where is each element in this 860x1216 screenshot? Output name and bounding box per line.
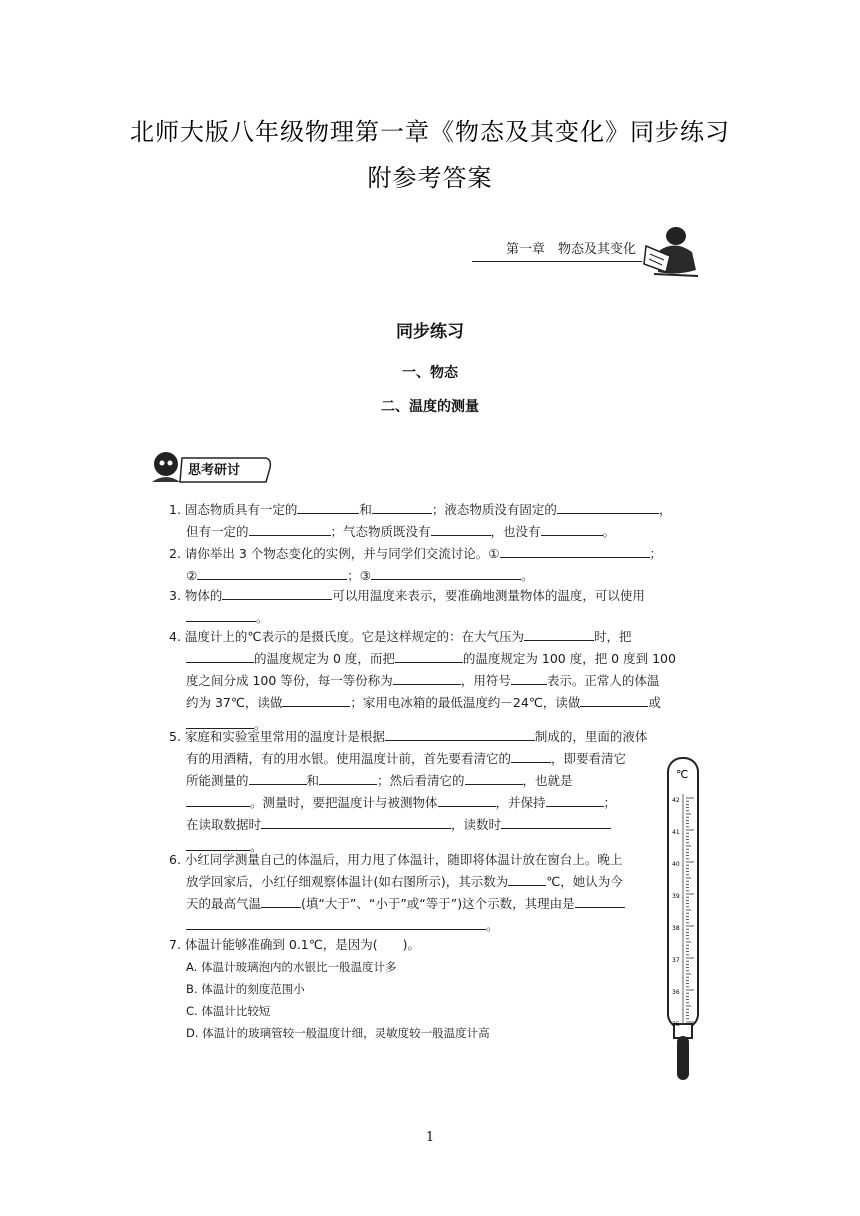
q2-text: ；③ <box>347 568 371 583</box>
q3-text: 。 <box>256 610 269 625</box>
q6-blank-2[interactable] <box>261 893 301 908</box>
q4-blank-4[interactable] <box>393 670 461 685</box>
q6-blank-3[interactable] <box>575 893 625 908</box>
question-5 <box>169 726 699 858</box>
q5-blank-3[interactable] <box>249 770 307 785</box>
document-title: 北师大版八年级物理第一章《物态及其变化》同步练习 <box>130 118 730 146</box>
subsection-title-1: 一、物态 <box>402 365 458 381</box>
q4-text: 或 <box>648 695 661 710</box>
q4-blank-6[interactable] <box>282 692 350 707</box>
q3-text: 可以用温度来表示，要准确地测量物体的温度，可以使用 <box>332 588 645 603</box>
thermometer-scale-label: 40 <box>672 861 680 868</box>
q4-text: 时，把 <box>593 629 632 644</box>
q2-text: 。 <box>520 568 534 583</box>
q1-text: ；液态物质没有固定的 <box>431 502 557 517</box>
document-subtitle: 附参考答案 <box>367 164 493 192</box>
q2-blank-2[interactable] <box>197 565 347 580</box>
q4-blank-2[interactable] <box>186 648 254 663</box>
q1-text: 。 <box>602 524 616 539</box>
q5-text: 5. 家庭和实验室里常用的温度计是根据 <box>169 729 385 744</box>
q1-blank-4[interactable] <box>249 521 331 536</box>
q5-text: ，即要看清它 <box>551 751 627 766</box>
q2-text: ② <box>186 568 198 583</box>
q5-blank-10[interactable] <box>501 814 611 829</box>
q1-blank-5[interactable] <box>431 521 491 536</box>
q4-text: 的温度规定为 100 度，把 0 度到 100 <box>462 651 676 666</box>
q2-blank-3[interactable] <box>371 565 521 580</box>
q4-text: ，用符号 <box>460 673 511 688</box>
q6-text: 6. 小红同学测量自己的体温后，用力甩了体温计，随即将体温计放在窗台上。晚上 <box>169 852 623 867</box>
q1-blank-1[interactable] <box>297 499 359 514</box>
q3-blank-2[interactable] <box>186 607 256 622</box>
q7-option-b[interactable]: B. 体温计的刻度范围小 <box>186 982 305 996</box>
q5-text: ，读数时 <box>451 817 502 832</box>
q6-text: 。 <box>486 918 499 933</box>
q5-blank-6[interactable] <box>186 792 250 807</box>
thermometer-scale-label: 39 <box>672 893 680 900</box>
think-research-label: 思考研讨 <box>188 463 241 478</box>
q3-blank-1[interactable] <box>222 585 332 600</box>
q6-blank-1[interactable] <box>508 871 546 886</box>
q5-blank-2[interactable] <box>511 748 551 763</box>
thermometer-scale-label: 36 <box>672 989 680 996</box>
q5-text: 和 <box>306 773 320 788</box>
q2-blank-1[interactable] <box>500 543 650 558</box>
reading-figure-icon <box>640 222 702 278</box>
thermometer-unit: ℃ <box>676 768 689 781</box>
q1-blank-6[interactable] <box>541 521 603 536</box>
section-title: 同步练习 <box>396 322 464 342</box>
q7-option-c[interactable]: C. 体温计比较短 <box>186 1004 271 1018</box>
q5-text: 有的用酒精，有的用水银。使用温度计前，首先要看清它的 <box>186 751 512 766</box>
q4-text: 约为 37℃，读做 <box>186 695 283 710</box>
thermometer-scale-label: 41 <box>672 829 680 836</box>
q5-text: ，也就是 <box>522 773 573 788</box>
q1-text: 但有一定的 <box>186 524 249 539</box>
chapter-header: 第一章 物态及其变化 <box>472 240 642 262</box>
question-4 <box>169 626 699 736</box>
q5-text: ；然后看清它的 <box>377 773 465 788</box>
think-research-badge <box>146 448 276 488</box>
q1-text: 1. 固态物质具有一定的 <box>169 502 298 517</box>
question-7 <box>169 934 699 1044</box>
q6-blank-4[interactable] <box>186 915 486 930</box>
q5-blank-5[interactable] <box>465 770 523 785</box>
q4-text: ；家用电冰箱的最低温度约－24℃，读做 <box>350 695 581 710</box>
subsection-title-2: 二、温度的测量 <box>381 399 479 415</box>
q1-blank-3[interactable] <box>557 499 659 514</box>
q5-text: ； <box>603 795 617 810</box>
q6-text: (填“大于”、“小于”或“等于”)这个示数，其理由是 <box>301 896 575 911</box>
thermometer-scale-label: 42 <box>672 797 680 804</box>
q5-text: 所能测量的 <box>186 773 249 788</box>
q5-text: ，并保持 <box>495 795 546 810</box>
q1-text: ；气态物质既没有 <box>330 524 431 539</box>
thermometer-scale-label: 35 <box>672 1021 680 1028</box>
q5-blank-9[interactable] <box>261 814 451 829</box>
q4-text: 。 <box>254 717 267 732</box>
q5-text: 。测量时，要把温度计与被测物体 <box>250 795 438 810</box>
q7-option-a[interactable]: A. 体温计玻璃泡内的水银比一般温度计多 <box>186 960 397 974</box>
q4-text: 4. 温度计上的℃表示的是摄氏度。它是这样规定的：在大气压为 <box>169 629 524 644</box>
q6-text: 天的最高气温 <box>186 896 262 911</box>
page-number: 1 <box>425 1130 435 1145</box>
q4-blank-7[interactable] <box>580 692 648 707</box>
q5-text: 制成的，里面的液体 <box>534 729 648 744</box>
q7-option-d[interactable]: D. 体温计的玻璃管较一般温度计细，灵敏度较一般温度计高 <box>186 1026 490 1040</box>
q4-text: 的温度规定为 0 度，而把 <box>254 651 395 666</box>
question-1 <box>169 499 699 543</box>
q2-text: ； <box>649 546 663 561</box>
question-2 <box>169 543 699 587</box>
question-6 <box>169 849 699 937</box>
q5-blank-7[interactable] <box>438 792 496 807</box>
q3-text: 3. 物体的 <box>169 588 223 603</box>
q5-blank-8[interactable] <box>546 792 604 807</box>
q4-text: 表示。正常人的体温 <box>546 673 660 688</box>
q1-text: ， <box>658 502 672 517</box>
q4-text: 度之间分成 100 等份，每一等份称为 <box>186 673 393 688</box>
question-3 <box>169 585 699 629</box>
q7-stem: 7. 体温计能够准确到 0.1℃，是因为( )。 <box>169 937 421 952</box>
q1-text: ，也没有 <box>490 524 541 539</box>
q6-text: ℃，她认为今 <box>546 874 623 889</box>
q5-blank-4[interactable] <box>319 770 377 785</box>
q4-blank-3[interactable] <box>395 648 463 663</box>
q5-blank-1[interactable] <box>385 726 535 741</box>
q6-text: 放学回家后，小红仔细观察体温计(如右图所示)，其示数为 <box>186 874 509 889</box>
q4-blank-1[interactable] <box>524 626 594 641</box>
q5-text: 。 <box>250 839 263 854</box>
thermometer-scale-label: 37 <box>672 957 680 964</box>
thermometer-illustration <box>660 754 706 1084</box>
q1-text: 和 <box>359 502 372 517</box>
thermometer-scale-label: 38 <box>672 925 680 932</box>
q1-blank-2[interactable] <box>372 499 432 514</box>
q2-text: 2. 请你举出 3 个物态变化的实例，并与同学们交流讨论。① <box>169 546 500 561</box>
q4-blank-5[interactable] <box>511 670 547 685</box>
q5-text: 在读取数据时 <box>186 817 262 832</box>
